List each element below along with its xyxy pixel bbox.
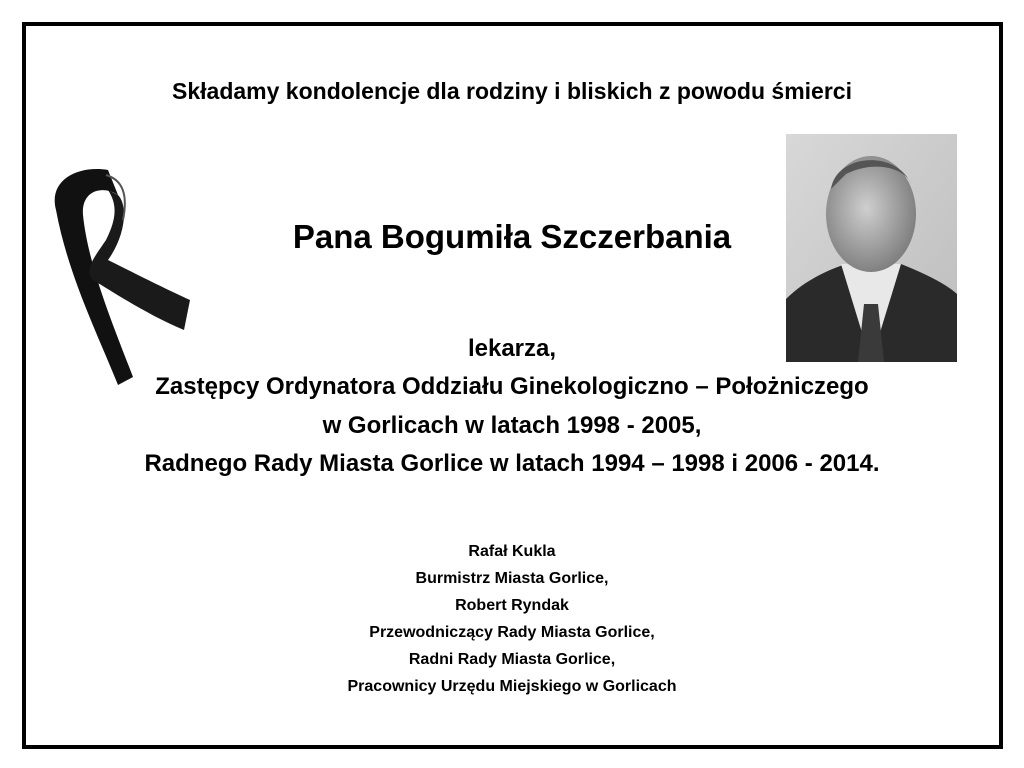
description-line: Zastępcy Ordynatora Oddziału Ginekologiczno – Położniczego [155, 373, 869, 400]
signatory-line: Rafał Kukla [468, 543, 556, 560]
description-line: Radnego Rady Miasta Gorlice w latach 1994 – 1998 i 2006 - 2014. [144, 450, 880, 477]
intro-text: Składamy kondolencje dla rodziny i bliskich z powodu śmierci [172, 78, 852, 104]
description-line: w Gorlicach w latach 1998 - 2005, [322, 412, 702, 439]
portrait-photo [786, 134, 957, 362]
description-line: lekarza, [467, 335, 557, 362]
deceased-name: Pana Bogumiła Szczerbania [292, 218, 732, 255]
mourning-ribbon-icon [48, 165, 196, 390]
signatory-line: Przewodniczący Rady Miasta Gorlice, [369, 624, 655, 641]
signatory-line: Radni Rady Miasta Gorlice, [408, 651, 616, 668]
signatory-line: Burmistrz Miasta Gorlice, [415, 570, 609, 587]
signatory-line: Robert Ryndak [455, 597, 569, 614]
signatory-line: Pracownicy Urzędu Miejskiego w Gorlicach [347, 678, 677, 695]
